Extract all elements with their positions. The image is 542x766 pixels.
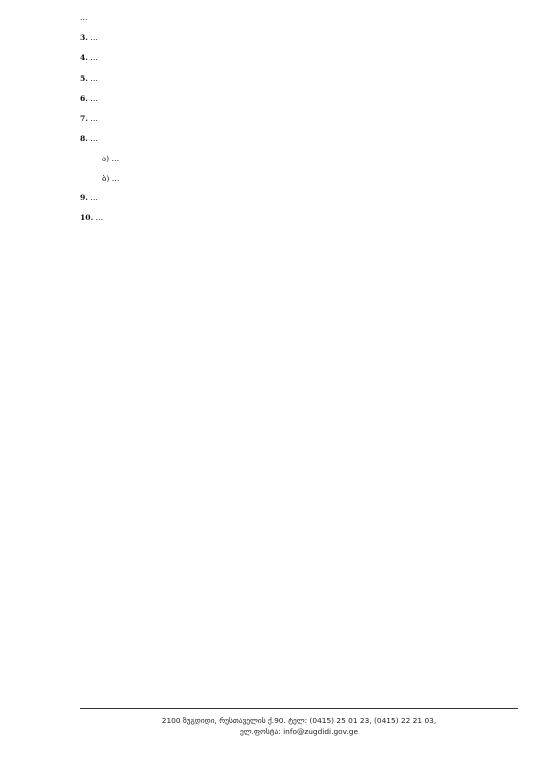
- subitem-a: [102, 153, 518, 164]
- paragraph-5: [80, 73, 518, 84]
- paragraph-number: 6.: [80, 93, 88, 103]
- paragraph-number: 3.: [80, 33, 88, 43]
- paragraph-6: [80, 93, 518, 104]
- footer-email: ელ.ფოსტა: info@zugdidi.gov.ge: [239, 727, 359, 736]
- paragraph-number: 4.: [80, 53, 88, 63]
- paragraph-7: [80, 113, 518, 124]
- paragraph-text: …: [90, 192, 98, 202]
- paragraph-number: 10.: [80, 213, 94, 223]
- paragraph-number: 9.: [80, 192, 88, 202]
- subitem-b: [102, 173, 518, 184]
- paragraph-10: [80, 212, 518, 223]
- paragraph-text: …: [90, 33, 98, 43]
- paragraph-number: 5.: [80, 73, 88, 83]
- paragraph-text: …: [80, 13, 88, 22]
- paragraph-4: [80, 52, 518, 63]
- paragraph-text: …: [95, 213, 104, 223]
- paragraph-number: 8.: [80, 134, 88, 144]
- paragraph-text: …: [90, 114, 98, 124]
- paragraph-text: …: [90, 53, 98, 63]
- page-footer: [80, 708, 518, 737]
- paragraph-3: [80, 32, 518, 43]
- subitem-text: …: [111, 154, 120, 164]
- footer-address: 2100 ზუგდიდი, რუსთაველის ქ.90. ტელ: (0415) 25 01 23, (0415) 22 21 03,: [161, 716, 437, 725]
- subitem-label: ა): [102, 154, 110, 164]
- paragraph-text: …: [90, 134, 98, 144]
- paragraph-number: 7.: [80, 114, 88, 124]
- paragraph-8: [80, 133, 518, 144]
- subitem-label: ბ): [102, 173, 110, 183]
- paragraph-text: …: [90, 93, 98, 103]
- paragraph-9: [80, 192, 518, 203]
- paragraph-text: …: [90, 73, 98, 83]
- subitem-text: …: [111, 173, 120, 183]
- paragraph-2: [80, 12, 518, 23]
